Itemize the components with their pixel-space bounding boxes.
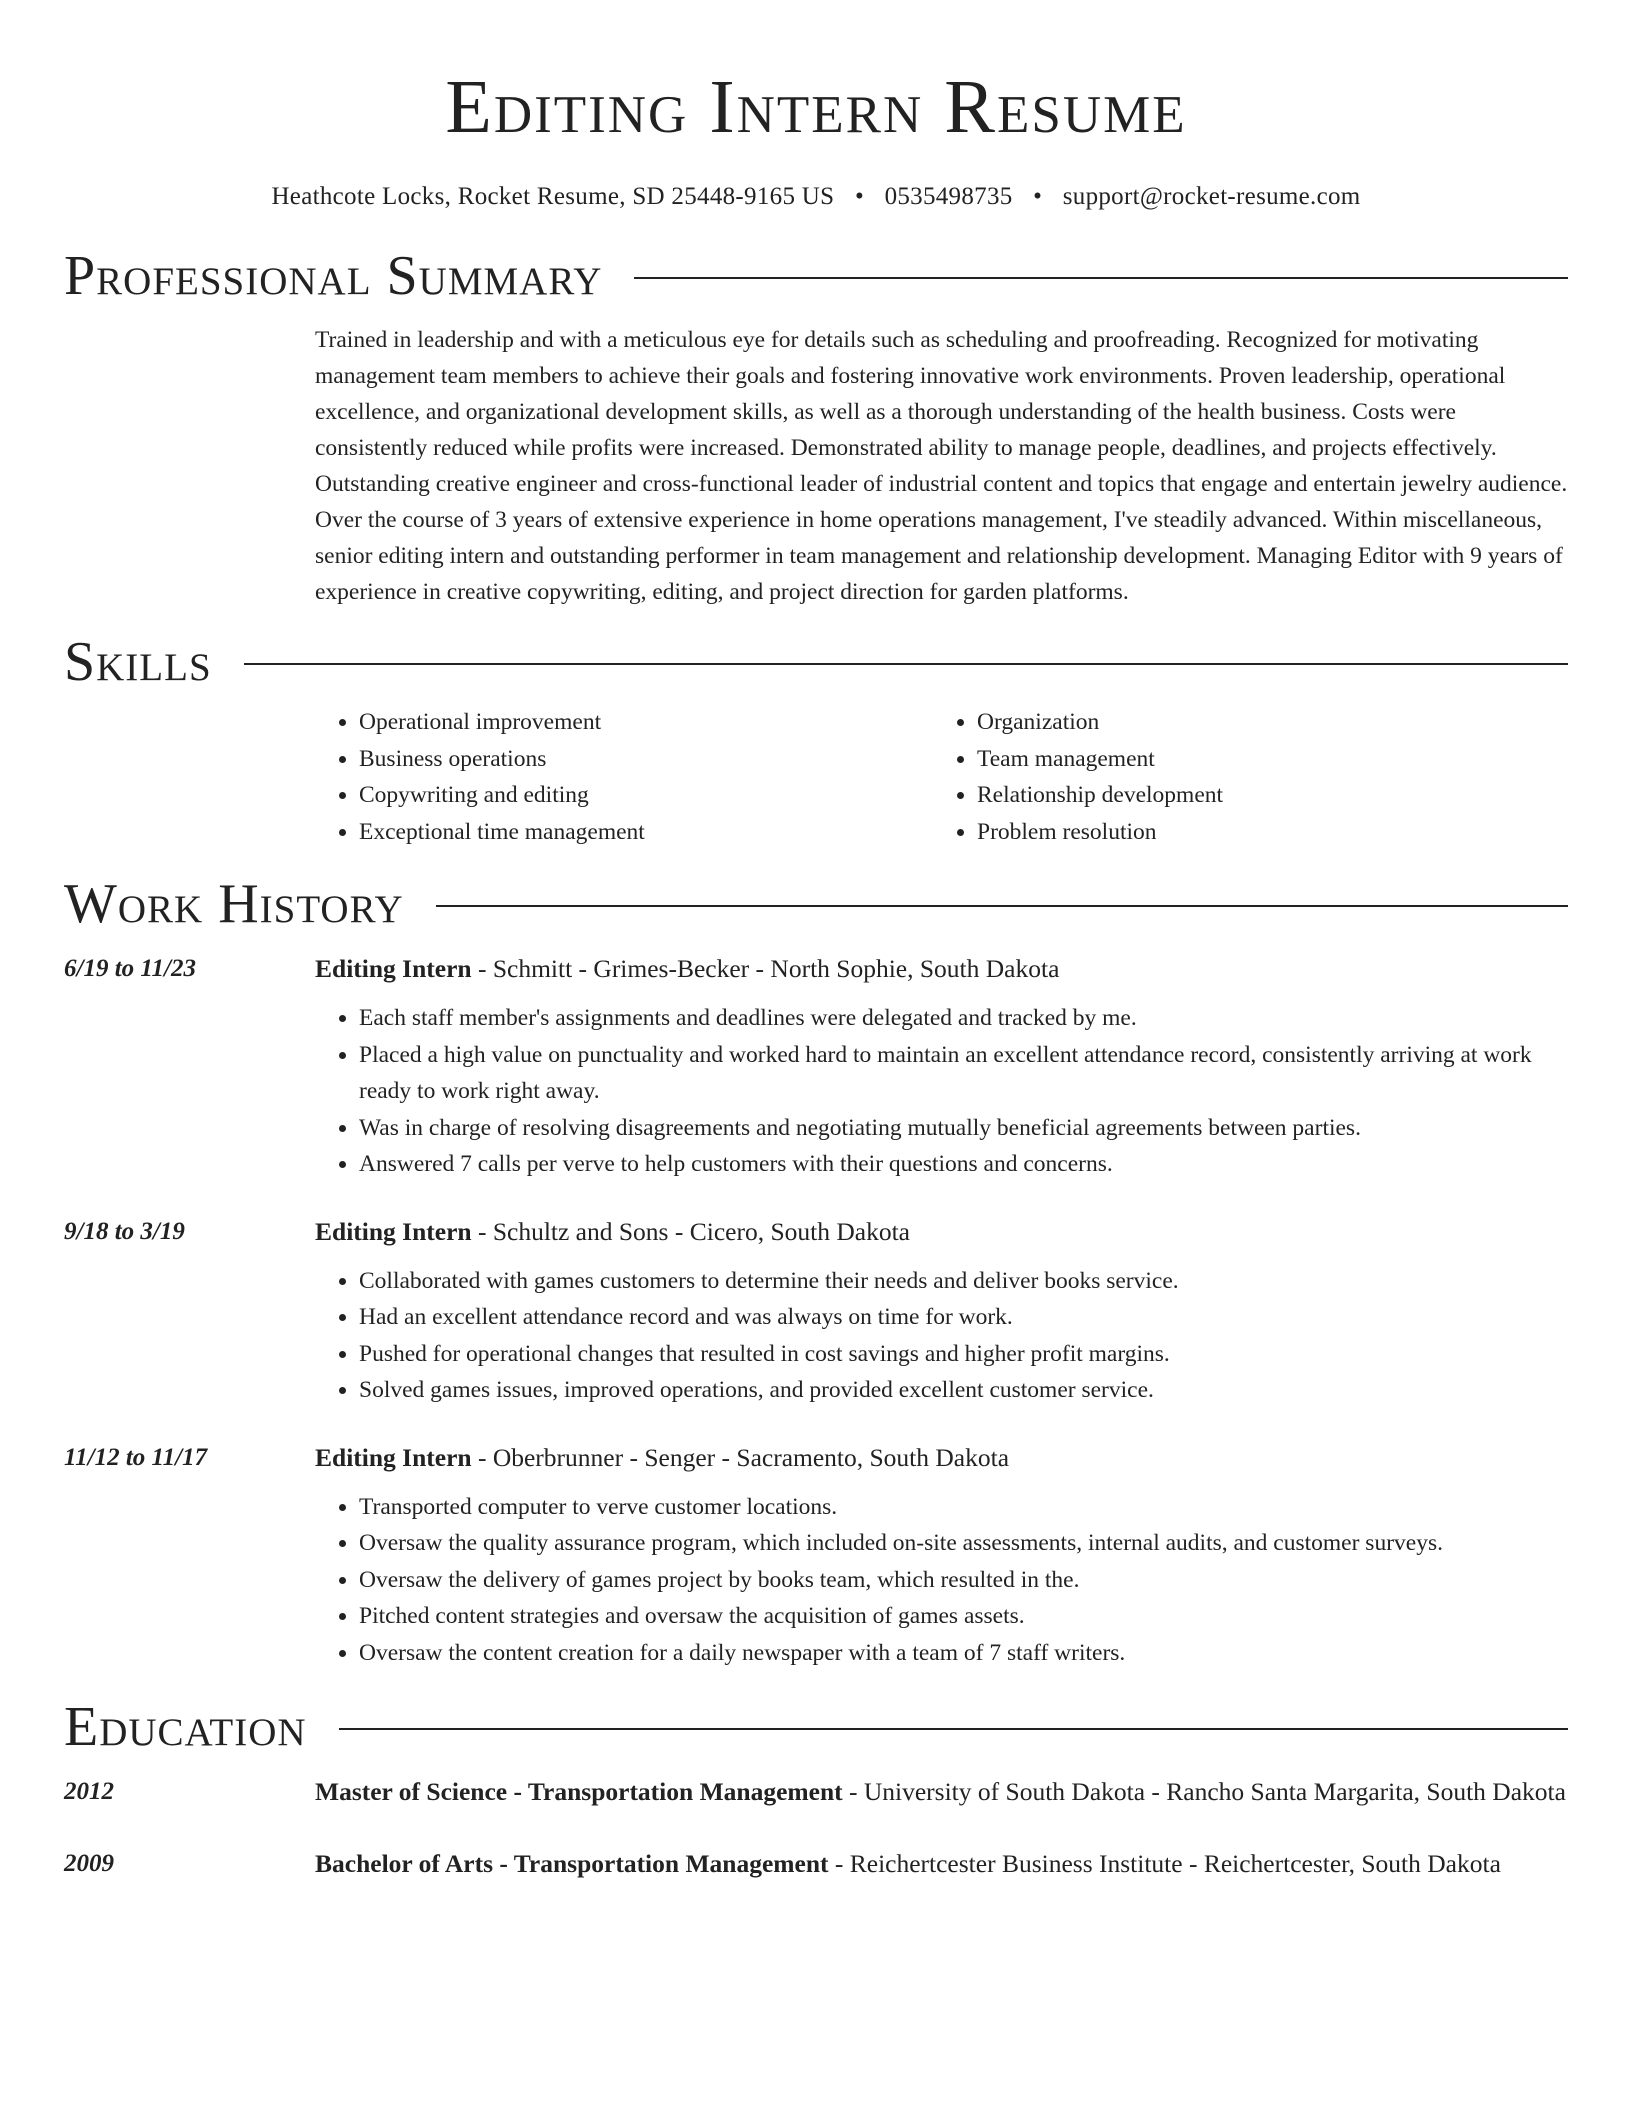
job-heading	[315, 950, 1568, 988]
job-details: - Oberbrunner - Senger - Sacramento, South Dakota	[471, 1442, 1010, 1472]
job-bullet: • Solved games issues, improved operations, and provided excellent customer service.	[359, 1372, 1568, 1409]
job-bullets	[315, 1000, 1568, 1183]
education-entry	[64, 1773, 1568, 1811]
contact-separator: •	[1033, 183, 1043, 210]
education-details: - Reichertcester Business Institute - Reichertcester, South Dakota	[828, 1849, 1501, 1878]
job-bullet: • Oversaw the content creation for a daily newspaper with a team of 7 staff writers.	[359, 1635, 1568, 1672]
skill-item: • Organization	[977, 704, 1551, 741]
summary-heading: Professional Summary	[64, 245, 603, 307]
skill-item: • Exceptional time management	[359, 814, 933, 851]
skill-item: • Copywriting and editing	[359, 777, 933, 814]
education-body	[315, 1773, 1568, 1811]
job-details: - Schultz and Sons - Cicero, South Dakota	[471, 1216, 910, 1246]
section-divider	[244, 663, 1568, 665]
job-role: Editing Intern	[315, 954, 472, 983]
job-entry	[64, 1213, 1568, 1409]
job-bullet: • Transported computer to verve customer locations.	[359, 1489, 1568, 1526]
job-bullet: • Each staff member's assignments and deadlines were delegated and tracked by me.	[359, 1000, 1568, 1037]
summary-section-header	[64, 246, 1568, 306]
education-section-header	[64, 1697, 1568, 1757]
education-heading-line	[315, 1845, 1568, 1883]
education-body	[315, 1845, 1568, 1883]
job-bullet: • Had an excellent attendance record and was always on time for work.	[359, 1299, 1568, 1336]
section-divider	[634, 277, 1568, 279]
skill-item: • Operational improvement	[359, 704, 933, 741]
skills-section-header	[64, 632, 1568, 692]
skills-column-right	[933, 704, 1551, 850]
job-body	[315, 1439, 1568, 1672]
skills-heading: Skills	[64, 631, 212, 693]
job-entry	[64, 1439, 1568, 1672]
skill-item: • Team management	[977, 741, 1551, 778]
job-dates: 11/12 to 11/17	[64, 1443, 208, 1471]
education-year: 2012	[64, 1778, 114, 1805]
skills-column-left	[315, 704, 933, 850]
job-role: Editing Intern	[315, 1216, 472, 1246]
education-heading: Education	[64, 1696, 307, 1758]
job-bullet: • Oversaw the delivery of games project by books team, which resulted in the.	[359, 1562, 1568, 1599]
section-divider	[339, 1728, 1568, 1730]
job-entry	[64, 950, 1568, 1183]
education-entry	[64, 1845, 1568, 1883]
job-heading	[315, 1439, 1568, 1477]
work-heading: Work History	[64, 873, 404, 935]
job-role: Editing Intern	[315, 1442, 472, 1472]
job-bullet: • Was in charge of resolving disagreements and negotiating mutually beneficial agreements between parties.	[359, 1110, 1568, 1147]
job-body	[315, 950, 1568, 1183]
job-dates: 6/19 to 11/23	[64, 955, 196, 982]
work-section-header	[64, 874, 1568, 934]
job-bullet: • Oversaw the quality assurance program, which included on-site assessments, internal audits, and customer surveys.	[359, 1525, 1568, 1562]
education-degree: Bachelor of Arts - Transportation Management	[315, 1849, 829, 1878]
education-year: 2009	[64, 1850, 114, 1877]
resume-page	[64, 0, 1568, 1883]
education-details: - University of South Dakota - Rancho Santa Margarita, South Dakota	[842, 1777, 1566, 1806]
contact-address: Heathcote Locks, Rocket Resume, SD 25448-9165 US	[271, 183, 835, 210]
job-body	[315, 1213, 1568, 1409]
job-bullet: • Collaborated with games customers to determine their needs and deliver books service.	[359, 1263, 1568, 1300]
job-bullet: • Pushed for operational changes that resulted in cost savings and higher profit margins.	[359, 1336, 1568, 1373]
summary-text: Trained in leadership and with a meticulous eye for details such as scheduling and proofreading. Recognized for motivating management team members to achieve their goals and fostering innovative work environments. Proven leadership, operational excellence, and organizational development skills, as well as a thorough understanding of the health business. Costs were consistently reduced while profits were increased. Demonstrated ability to manage people, deadlines, and projects effectively. Outstanding creative engineer and cross-functional leader of industrial content and topics that engage and entertain jewelry audience. Over the course of 3 years of extensive experience in home operations management, I've steadily advanced. Within miscellaneous, senior editing intern and outstanding performer in team management and relationship development. Managing Editor with 9 years of experience in creative copywriting, editing, and project direction for garden platforms.	[315, 327, 1568, 605]
skill-item: • Relationship development	[977, 777, 1551, 814]
job-bullets	[315, 1489, 1568, 1672]
skill-item: • Problem resolution	[977, 814, 1551, 851]
contact-phone: 0535498735	[884, 183, 1013, 210]
job-bullet: • Placed a high value on punctuality and worked hard to maintain an excellent attendance record, consistently arriving at work ready to work right away.	[359, 1037, 1568, 1110]
skill-item: • Business operations	[359, 741, 933, 778]
job-bullets	[315, 1263, 1568, 1409]
contact-email: support@rocket-resume.com	[1062, 183, 1361, 210]
education-degree: Master of Science - Transportation Management	[315, 1777, 843, 1806]
resume-title: Editing Intern Resume	[445, 65, 1187, 149]
contact-line	[64, 182, 1568, 212]
job-bullet: • Pitched content strategies and oversaw the acquisition of games assets.	[359, 1598, 1568, 1635]
contact-separator: •	[854, 183, 864, 210]
section-divider	[436, 905, 1568, 907]
job-dates: 9/18 to 3/19	[64, 1217, 185, 1245]
education-heading-line	[315, 1773, 1568, 1811]
skills-list	[315, 704, 1568, 850]
job-heading	[315, 1213, 1568, 1251]
job-bullet: • Answered 7 calls per verve to help customers with their questions and concerns.	[359, 1146, 1568, 1183]
job-details: - Schmitt - Grimes-Becker - North Sophie, South Dakota	[471, 954, 1060, 983]
